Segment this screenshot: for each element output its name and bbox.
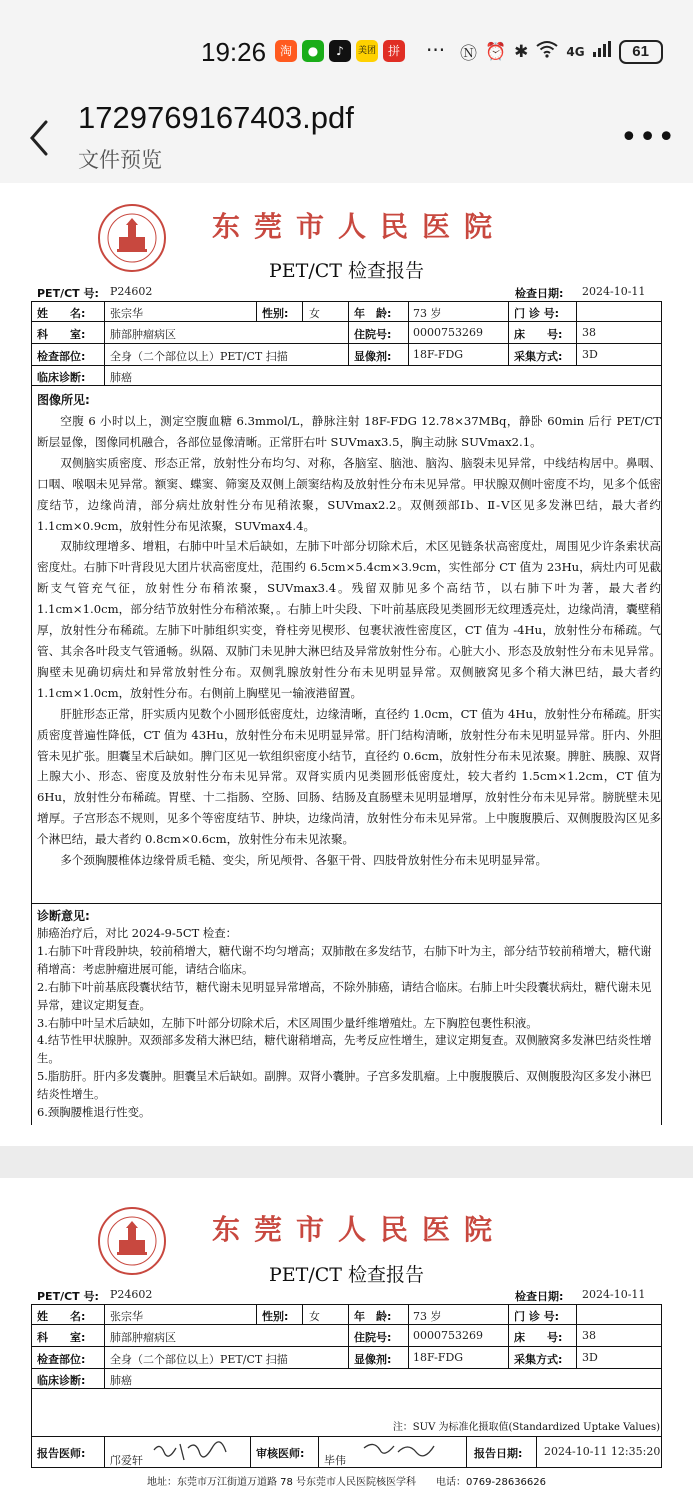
notification-icons: [275, 40, 405, 62]
douyin-icon: ♪: [329, 40, 351, 62]
diagnosis-item: 5.脂肪肝。肝内多发囊肿。胆囊呈术后缺如。副脾。双肾小囊肿。子宫多发肌瘤。上中腹腹膜后、双侧腹股沟区多发小淋巴结炎性增生。: [37, 1069, 652, 1102]
nfc-icon: Ⓝ: [460, 44, 477, 64]
findings-paragraph: 双侧脑实质密度、形态正常，放射性分布均匀、对称，各脑室、脑池、脑沟、脑裂未见异常，中线结构居中。鼻咽、口咽、喉咽未见异常。额窦、蝶窦、筛窦及双侧上颌窦结构及放射性分布未见异常。甲状腺双侧叶密度不均，见多个低密度结节，边缘尚清，部分病灶放射性分布见稍浓聚，SUVmax2.2。双侧颈部Ⅰb、Ⅱ-Ⅴ区见多发淋巴结，最大者约 1.1cm×0.9cm，放射性分布见浓聚，SUVmax4.4。: [37, 455, 661, 533]
report-doctor-signature-icon: [150, 1438, 230, 1464]
site-label: 检查部位:: [37, 350, 86, 363]
petct-number: P24602: [110, 285, 153, 298]
exam-date-label: 检查日期:: [515, 1290, 564, 1303]
meituan-icon: 美团: [356, 40, 378, 62]
hospital-address: 地址：东莞市万江街道万道路 78 号东莞市人民医院核医学科 电话：0769-28636626: [146, 1477, 547, 1488]
review-doctor: 毕伟: [324, 1454, 346, 1467]
status-bar: [0, 0, 693, 100]
age-label: 年 龄:: [354, 1310, 392, 1323]
review-doctor-label: 审核医师:: [256, 1447, 305, 1460]
report-date: 2024-10-11 12:35:20: [544, 1445, 661, 1458]
battery-icon: 61: [619, 40, 663, 64]
findings-paragraph: 双肺纹理增多、增粗，右肺中叶呈术后缺如，左肺下叶部分切除术后，术区见链条状高密度灶，周围见少许条索状高密度灶。右肺下叶背段见大团片状高密度灶，范围约 6.5cm×5.4cm×3.9cm，实性部分 CT 值为 23Hu，病灶内可见截断支气管充气征，放射性分布稍浓聚，SUVmax3.4。残留双肺见多个高结节，以右肺下叶为著，最大者约 1.1cm×1.0cm，部分结节放射性分布稍浓聚，。右肺上叶尖段、下叶前基底段见类圆形无纹理透亮灶，边缘尚清，囊壁稍厚，放射性分布稀疏。左肺下叶肺组织实变，脊柱旁见楔形、包裹状液性密度区，CT 值为 -4Hu，放射性分布稀疏。气管、其余各叶段支气管通畅。纵隔、双肺门未见肿大淋巴结及异常放射性分布。心脏大小、形态及放射性分布未见异常。胸壁未见确切病灶和异常放射性分布。双侧乳腺放射性分布未见明显异常。双侧腋窝见多个稍大淋巴结，最大者约 1.1cm×1.0cm，放射性分布。右侧前上胸壁见一输液港留置。: [37, 539, 661, 700]
clinic-no-label: 门 诊 号:: [514, 307, 560, 320]
diagnosis-item: 3.右肺中叶呈术后缺如，左肺下叶部分切除术后，术区周围少量纤维增殖灶。左下胸腔包裹性积液。: [37, 1015, 538, 1030]
exam-site: 全身（二个部位以上）PET/CT 扫描: [110, 350, 288, 363]
petct-number: P24602: [110, 1288, 153, 1301]
findings-paragraph: 空腹 6 小时以上，测定空腹血糖 6.3mmol/L，静脉注射 18F-FDG 12.78×37MBq，静卧 60min 后行 PET/CT 断层显像，图像同机融合，各部位显像清晰。正常肝右叶 SUVmax3.5，胸主动脉 SUVmax2.1。: [37, 414, 661, 449]
exam-site: 全身（二个部位以上）PET/CT 扫描: [110, 1353, 288, 1366]
site-label: 检查部位:: [37, 1353, 86, 1366]
acquisition-mode: 3D: [582, 1351, 598, 1364]
chevron-left-icon: [22, 116, 62, 160]
patient-name: 张宗华: [110, 307, 143, 320]
diagnosis-item: 6.颈胸腰椎退行性变。: [37, 1105, 151, 1120]
system-icons: [460, 39, 663, 64]
bed-label: 床 号:: [514, 1331, 563, 1344]
more-options-button[interactable]: •••: [620, 120, 677, 155]
more-notifications-icon: ···: [426, 38, 446, 62]
hospital-name: 东莞市人民医院: [212, 1213, 507, 1246]
sex-label: 性别:: [262, 307, 289, 320]
suv-note: 注：SUV 为标准化摄取值(Standardized Uptake Values): [392, 1422, 660, 1433]
report-title: PET/CT 检查报告: [269, 1264, 424, 1286]
pdf-page-1[interactable]: [0, 183, 693, 1146]
patient-name: 张宗华: [110, 1310, 143, 1323]
clinical-diagnosis: 肺癌: [110, 1374, 132, 1387]
report-doctor: 邝爱轩: [110, 1454, 143, 1467]
bluetooth-icon: ✱: [514, 41, 529, 62]
agent-label: 显像剂:: [354, 1353, 392, 1366]
diagnosis-item: 2.右肺下叶前基底段囊状结节，糖代谢未见明显异常增高，不除外肺癌，请结合临床。右肺上叶尖段囊状病灶，糖代谢未见异常，建议定期复查。: [37, 979, 652, 1012]
diagnosis-text: [37, 925, 661, 1122]
age-label: 年 龄:: [354, 307, 392, 320]
patient-age: 73 岁: [413, 307, 442, 320]
signal-4g-icon: 4G: [566, 44, 585, 59]
findings-title: 图像所见:: [37, 393, 90, 407]
dept-label: 科 室:: [37, 1331, 86, 1344]
diagnosis-item: 4.结节性甲状腺肿。双颈部多发稍大淋巴结，糖代谢稍增高，先考反应性增生，建议定期复查。双侧腋窝多发淋巴结炎性增生。: [37, 1033, 652, 1066]
findings-paragraph: 肝脏形态正常，肝实质内见数个小圆形低密度灶，边缘清晰，直径约 1.0cm，CT 值为 4Hu，放射性分布稀疏。肝实质密度普遍性降低，CT 值为 43Hu，放射性分布未见明显异常。肝门结构清晰，放射性分布未见明显异常。肝内、外胆管未见扩张。胆囊呈术后缺如。脾门区见一软组织密度小结节，直径约 0.6cm，放射性分布未见浓聚。脾脏、胰腺、双肾上腺大小、形态、密度及放射性分布未见异常。双肾实质内见类圆形低密度灶，较大者约 1.5cm×1.2cm，CT 值为 6Hu，放射性分布稀疏。胃壁、十二指肠、空肠、回肠、结肠及直肠壁未见明显增厚，放射性分布未见异常。膀胱壁未见增厚。子宫形态不规则，见多个等密度结节、肿块，边缘尚清，放射性分布未见异常。上中腹腹膜后、双侧腹股沟区见多个淋巴结，最大者约 0.8cm×0.6cm，放射性分布未见浓聚。: [37, 706, 661, 847]
exam-date: 2024-10-11: [582, 1288, 646, 1301]
name-label: 姓 名:: [37, 307, 86, 320]
inpatient-number: 0000753269: [413, 326, 483, 339]
department: 肺部肿瘤病区: [110, 328, 176, 341]
name-label: 姓 名:: [37, 1310, 86, 1323]
imaging-agent: 18F-FDG: [413, 1351, 464, 1364]
inpatient-label: 住院号:: [354, 1331, 392, 1344]
pinduoduo-icon: 拼: [383, 40, 405, 62]
acquisition-mode: 3D: [582, 348, 598, 361]
exam-date-label: 检查日期:: [515, 287, 564, 300]
petct-label: PET/CT 号:: [37, 287, 99, 300]
file-subtitle: 文件预览: [78, 148, 162, 172]
clinical-diagnosis-label: 临床诊断:: [37, 371, 86, 384]
status-time: 19:26: [201, 37, 267, 67]
dept-label: 科 室:: [37, 328, 86, 341]
sex-label: 性别:: [262, 1310, 289, 1323]
hospital-name: 东莞市人民医院: [212, 210, 507, 243]
report-date-label: 报告日期:: [474, 1447, 523, 1460]
diagnosis-title: 诊断意见:: [37, 909, 90, 923]
taobao-icon: 淘: [275, 40, 297, 62]
mode-label: 采集方式:: [514, 350, 563, 363]
mode-label: 采集方式:: [514, 1353, 563, 1366]
diagnosis-item: 肺癌治疗后，对比 2024-9-5CT 检查：: [37, 926, 238, 940]
patient-sex: 女: [309, 1310, 320, 1323]
report-doctor-label: 报告医师:: [37, 1447, 86, 1460]
findings-text: [37, 411, 661, 871]
exam-date: 2024-10-11: [582, 285, 646, 298]
agent-label: 显像剂:: [354, 350, 392, 363]
wifi-icon: [536, 40, 558, 63]
signal-bars-icon: [593, 41, 611, 62]
bed-number: 38: [582, 326, 596, 339]
bed-label: 床 号:: [514, 328, 563, 341]
patient-age: 73 岁: [413, 1310, 442, 1323]
clinical-diagnosis-label: 临床诊断:: [37, 1374, 86, 1387]
clinical-diagnosis: 肺癌: [110, 371, 132, 384]
alarm-icon: ⏰: [485, 41, 507, 62]
file-title: 1729769167403.pdf: [78, 100, 354, 135]
bed-number: 38: [582, 1329, 596, 1342]
department: 肺部肿瘤病区: [110, 1331, 176, 1344]
findings-paragraph: 多个颈胸腰椎体边缘骨质毛糙、变尖，所见颅骨、各躯干骨、四肢骨放射性分布未见明显异常。: [60, 853, 548, 868]
patient-sex: 女: [309, 307, 320, 320]
inpatient-number: 0000753269: [413, 1329, 483, 1342]
app-header: [0, 100, 693, 183]
review-doctor-signature-icon: [360, 1438, 440, 1464]
inpatient-label: 住院号:: [354, 328, 392, 341]
petct-label: PET/CT 号:: [37, 1290, 99, 1303]
back-button[interactable]: [22, 116, 62, 160]
wechat-icon: ●: [302, 40, 324, 62]
pdf-page-2[interactable]: [0, 1178, 693, 1500]
imaging-agent: 18F-FDG: [413, 348, 464, 361]
clinic-no-label: 门 诊 号:: [514, 1310, 560, 1323]
report-title: PET/CT 检查报告: [269, 260, 424, 282]
diagnosis-item: 1.右肺下叶背段肿块，较前稍增大，糖代谢不均匀增高；双肺散在多发结节，右肺下叶为主，部分结节较前稍增大，糖代谢稍增高：考虑肿瘤进展可能，请结合临床。: [37, 943, 652, 976]
